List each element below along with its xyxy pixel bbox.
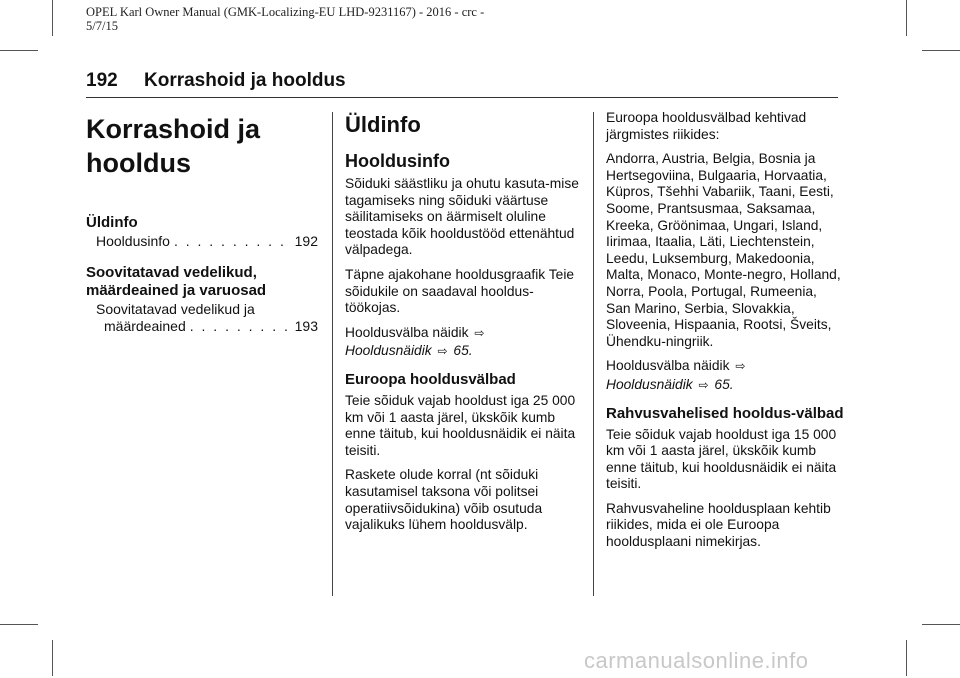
crop-mark <box>52 0 53 36</box>
page-reference-arrow-icon: ⇨ <box>698 377 709 392</box>
left-column <box>86 112 318 335</box>
toc-entry-page: 192 <box>294 233 318 249</box>
crop-mark <box>52 640 53 676</box>
paragraph-country-list: Andorra, Austria, Belgia, Bosnia ja Hertsegoviina, Bulgaaria, Horvaatia, Küpros, Tšehhi Vabariik, Taani, Eesti, Soome, Prantsusmaa, Saksamaa, Kreeka, Gröönimaa, Ungari, Island, Iirimaa, Itaalia, Läti, Liechtenstein, Leedu, Luksemburg, Makedoonia, Malta, Monaco, Monte-negro, Holland, Norra, Poola, Portugal, Rumeenia, San Marino, Serbia, Slovakkia, Sloveenia, Hispaania, Rootsi, Šveits, Ühendku-ningriik. <box>606 151 841 349</box>
crop-mark <box>906 0 907 36</box>
document-header-line1: OPEL Karl Owner Manual (GMK-Localizing-EU LHD-9231167) - 2016 - crc - <box>86 5 485 19</box>
middle-column <box>345 112 583 542</box>
toc-entry-hooldusinfo[interactable] <box>86 233 318 250</box>
subsection-heading-international-intervals: Rahvusvahelised hooldus-välbad <box>606 404 844 422</box>
paragraph: Rahvusvaheline hooldusplaan kehtib riikides, mida ei ole Euroopa hooldusplaani nimekirjas. <box>606 500 831 550</box>
crop-mark <box>0 624 38 625</box>
page-section-title: Korrashoid ja hooldus <box>144 70 346 91</box>
document-header <box>86 5 566 33</box>
reference-label: Hooldusvälba näidik ⇨ <box>345 324 485 340</box>
toc-heading-general: Üldinfo <box>86 214 138 231</box>
page-reference-arrow-icon: ⇨ <box>437 344 448 359</box>
toc-entry-label: Hooldusinfo <box>96 233 170 249</box>
toc-entry-page: 193 <box>294 318 318 334</box>
page-reference-arrow-icon: ⇨ <box>735 359 746 374</box>
toc-leader-dots <box>190 318 291 335</box>
document-header-line2: 5/7/15 <box>86 19 118 33</box>
toc-heading-fluids: Soovitatavad vedelikud, määrdeained ja varuosad <box>86 264 267 299</box>
chapter-title: Korrashoid ja hooldus <box>86 114 261 178</box>
watermark: carmanualsonline.info <box>584 648 809 673</box>
paragraph: Täpne ajakohane hooldusgraafik Teie sõidukile on saadaval hooldus-töökojas. <box>345 266 575 316</box>
section-heading-general: Üldinfo <box>345 112 421 137</box>
paragraph: Euroopa hooldusvälbad kehtivad järgmistes riikides: <box>606 110 807 142</box>
crop-mark <box>922 624 960 625</box>
right-column <box>606 110 844 559</box>
column-divider <box>332 112 333 596</box>
toc-entry-fluids[interactable] <box>86 301 318 335</box>
toc-entry-label: Soovitatavad vedelikud ja <box>96 301 255 317</box>
paragraph: Raskete olude korral (nt sõiduki kasutamisel taksona või politsei operatiivsõidukina) võib osutuda vajalikuks lühem hooldusvälp. <box>345 467 543 533</box>
crop-mark <box>0 50 38 51</box>
paragraph: Teie sõiduk vajab hooldust iga 25 000 km või 1 aasta järel, ükskõik kumb enne täitub, kui hooldusnäidik ei näita teisiti. <box>345 392 576 458</box>
page-reference-link[interactable]: Hooldusnäidik ⇨ 65. <box>345 343 473 359</box>
page-reference-arrow-icon: ⇨ <box>474 325 485 340</box>
crop-mark <box>922 50 960 51</box>
paragraph: Teie sõiduk vajab hooldust iga 15 000 km või 1 aasta järel, ükskõik kumb enne täitub, kui hooldusnäidik ei näita teisiti. <box>606 426 837 492</box>
subsection-heading-european-intervals: Euroopa hooldusvälbad <box>345 370 516 388</box>
heading-rule <box>86 97 838 98</box>
subsection-heading-service-info: Hooldusinfo <box>345 151 450 171</box>
column-divider <box>593 112 594 596</box>
page-reference-link[interactable]: Hooldusnäidik ⇨ 65. <box>606 376 734 392</box>
page-number: 192 <box>86 70 118 91</box>
toc-entry-label-cont: määrdeained <box>104 318 186 334</box>
paragraph: Sõiduki säästliku ja ohutu kasuta-mise tagamiseks ning sõiduki väärtuse säilitamiseks on äärmiselt oluline teostada kõik hooldustööd ettenähtud välpadega. <box>345 176 579 258</box>
toc-leader-dots <box>174 233 291 250</box>
reference-label: Hooldusvälba näidik ⇨ <box>606 358 746 374</box>
page-heading <box>86 70 836 100</box>
